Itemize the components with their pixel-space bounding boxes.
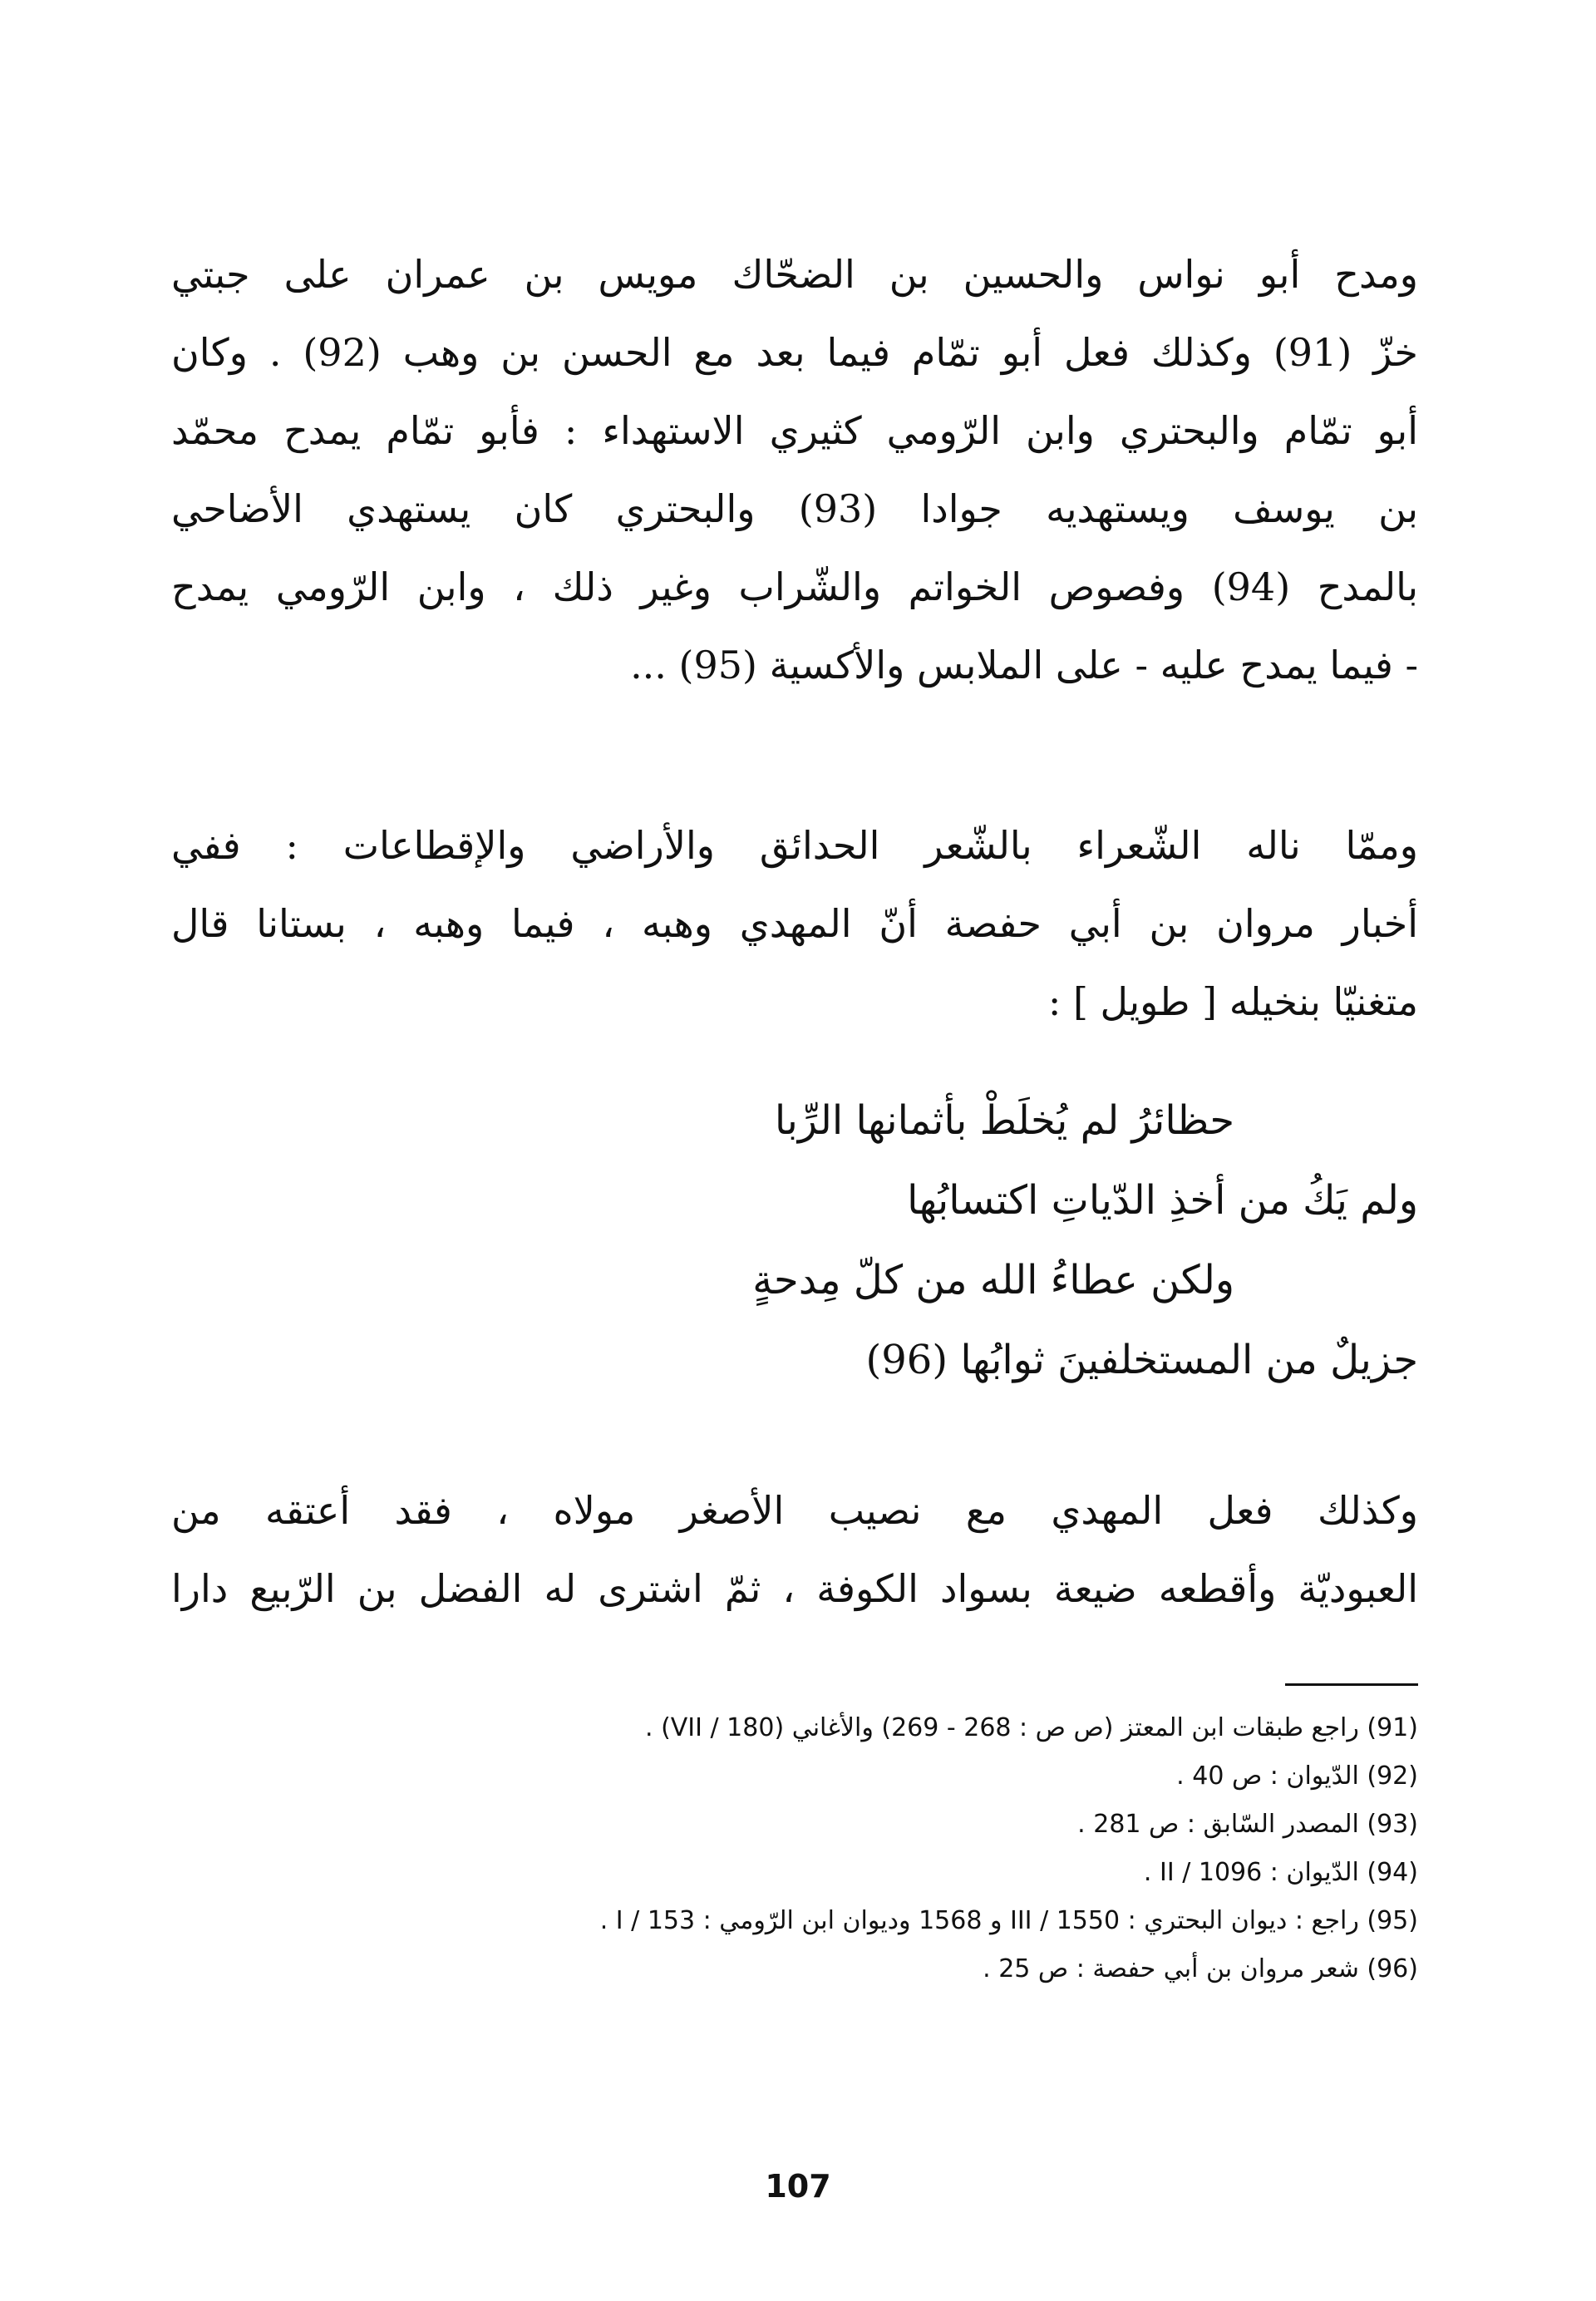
text-line: خزّ (91) وكذلك فعل أبو تمّام فيما بعد مع الحسن بن وهب (92) . وكان [171, 330, 1418, 375]
text-line: العبوديّة وأقطعه ضيعة بسواد الكوفة ، ثمّ اشترى له الفضل بن الرّبيع دارا [171, 1566, 1418, 1611]
footnote-separator [1285, 1683, 1418, 1686]
paragraph-al-mahdi-nusayb [171, 1471, 1418, 1628]
footnote-item: (93) المصدر السّابق : ص 281 . [1077, 1810, 1418, 1839]
page-number: 107 [765, 2168, 831, 2205]
footnote-item: (95) راجع : ديوان البحتري : III / 1550 و 1568 وديوان ابن الرّومي : I / 153 . [599, 1906, 1418, 1935]
footnote-item: (96) شعر مروان بن أبي حفصة : ص 25 . [983, 1954, 1418, 1983]
text-line: بالمدح (94) وفصوص الخواتم والشّراب وغير ذلك ، وابن الرّومي يمدح [171, 564, 1418, 609]
paragraph-gifts-of-poets [171, 235, 1418, 704]
text-line: أبو تمّام والبحتري وابن الرّومي كثيري الاستهداء : فأبو تمّام يمدح محمّد [171, 408, 1418, 453]
text-line: وكذلك فعل المهدي مع نصيب الأصغر مولاه ، فقد أعتقه من [171, 1488, 1418, 1533]
verse-line: ولم يَكُ من أخذِ الدّياتِ اكتسابُها [907, 1177, 1418, 1224]
verse-line: جزيلٌ من المستخلفينَ ثوابُها (96) [865, 1337, 1418, 1383]
footnote-item: (92) الدّيوان : ص 40 . [1176, 1761, 1418, 1791]
text-line: متغنيّا بنخيله [ طويل ] : [1047, 979, 1418, 1024]
text-line: أخبار مروان بن أبي حفصة أنّ المهدي وهبه ، فيما وهبه ، بستانا قال [171, 901, 1418, 946]
text-line: - فيما يمدح عليه - على الملابس والأكسية (95) ... [630, 643, 1418, 687]
paragraph-lands-and-gardens [171, 806, 1418, 1041]
verse-line: حظائرُ لم يُخلَطْ بأثمانها الرِّبا [774, 1097, 1234, 1144]
text-line: بن يوسف ويستهديه جوادا (93) والبحتري كان يستهدي الأضاحي [171, 486, 1418, 531]
text-line: وممّا ناله الشّعراء بالشّعر الحدائق والأراضي والإقطاعات : ففي [171, 823, 1418, 868]
footnote-item: (94) الدّيوان : II / 1096 . [1143, 1858, 1418, 1887]
text-line: ومدح أبو نواس والحسين بن الضحّاك مويس بن عمران على جبتي [171, 252, 1418, 297]
footnote-item: (91) راجع طبقات ابن المعتز (ص ص : 268 - 269) والأغاني (VII / 180) . [645, 1713, 1418, 1742]
footnotes-list [171, 1704, 1418, 1993]
verse-line: ولكن عطاءُ الله من كلّ مِدحةٍ [752, 1257, 1234, 1303]
